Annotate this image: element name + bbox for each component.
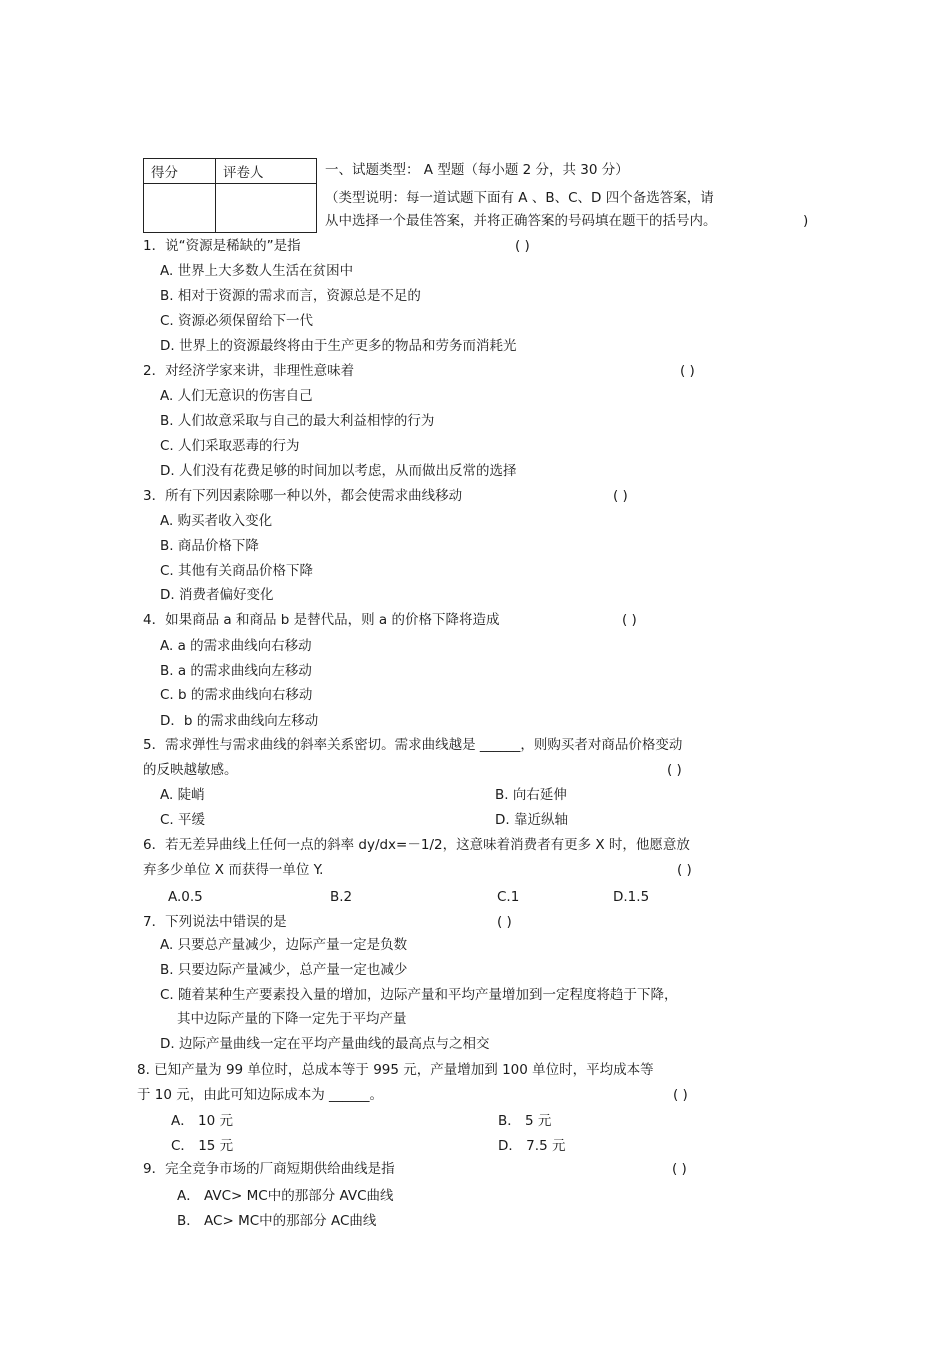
q7-option-a: A. 只要总产量减少，边际产量一定是负数 [160,937,408,953]
q8-stem-line2: 于 10 元，由此可知边际成本为 ______。 [137,1087,384,1103]
q4-option-b: B. a 的需求曲线向左移动 [160,663,312,679]
q2-option-b: B. 人们故意采取与自己的最大利益相悖的行为 [160,413,435,429]
q1-option-c: C. 资源必须保留给下一代 [160,313,314,329]
q2-option-c: C. 人们采取恶毒的行为 [160,438,300,454]
score-table [143,158,317,233]
q5-option-a: A. 陡峭 [160,787,205,803]
q7-stem: 7．下列说法中错误的是 [143,914,287,930]
q6-stem-line2: 弃多少单位 X 而获得一单位 Y. [143,862,324,878]
q8-option-b: B． 5 元 [498,1113,552,1129]
q3-option-d: D. 消费者偏好变化 [160,587,274,603]
q2-option-a: A. 人们无意识的伤害自己 [160,388,313,404]
q7-option-c-line1: C. 随着某种生产要素投入量的增加，边际产量和平均产量增加到一定程度将趋于下降， [160,987,678,1003]
q9-option-b: B． AC> MC中的那部分 AC曲线 [177,1213,377,1229]
q9-answer-paren[interactable]: ( ) [672,1161,687,1177]
q4-answer-paren[interactable]: ( ) [622,612,637,628]
q4-option-a: A. a 的需求曲线向右移动 [160,638,312,654]
q1-stem: 1．说“资源是稀缺的”是指 [143,238,301,254]
q9-stem: 9．完全竞争市场的厂商短期供给曲线是指 [143,1161,395,1177]
q7-option-c-line2: 其中边际产量的下降一定先于平均产量 [177,1011,407,1027]
q2-option-d: D. 人们没有花费足够的时间加以考虑，从而做出反常的选择 [160,463,517,479]
q9-option-a: A． AVC> MC中的那部分 AVC曲线 [177,1188,394,1204]
q6-option-a: A.0.5 [168,889,203,905]
q1-option-a: A. 世界上大多数人生活在贫困中 [160,263,354,279]
grader-header: 评卷人 [216,159,317,184]
q2-answer-paren[interactable]: ( ) [680,363,695,379]
q6-option-d: D.1.5 [613,889,650,905]
section-heading: 一、试题类型： A 型题（每小题 2 分，共 30 分） [325,162,629,178]
section-note-line2: 从中选择一个最佳答案，并将正确答案的号码填在题干的括号内。 [325,213,717,229]
section-note-close: ) [803,213,809,229]
q8-option-a: A． 10 元 [171,1113,233,1129]
q1-answer-paren[interactable]: ( ) [515,238,530,254]
section-note-line1: （类型说明：每一道试题下面有 A 、B、C、D 四个备选答案，请 [325,190,714,206]
q5-answer-paren[interactable]: ( ) [667,762,682,778]
q5-option-b: B. 向右延伸 [495,787,567,803]
q4-option-d: D．b 的需求曲线向左移动 [160,713,319,729]
score-header: 得分 [144,159,216,184]
q6-option-b: B.2 [330,889,353,905]
q1-option-b: B. 相对于资源的需求而言，资源总是不足的 [160,288,421,304]
q5-option-c: C. 平缓 [160,812,206,828]
q4-option-c: C. b 的需求曲线向右移动 [160,687,313,703]
q6-stem-line1: 6．若无差异曲线上任何一点的斜率 dy/dx=－1/2，这意味着消费者有更多 X 时，他愿意放 [143,837,690,853]
q8-option-d: D． 7.5 元 [498,1138,566,1154]
q8-answer-paren[interactable]: ( ) [673,1087,688,1103]
q7-answer-paren[interactable]: ( ) [497,914,512,930]
q8-option-c: C． 15 元 [171,1138,234,1154]
q3-option-c: C. 其他有关商品价格下降 [160,563,314,579]
grader-cell[interactable] [216,184,317,233]
q2-stem: 2．对经济学家来讲，非理性意味着 [143,363,355,379]
q7-option-d: D. 边际产量曲线一定在平均产量曲线的最高点与之相交 [160,1036,490,1052]
score-cell[interactable] [144,184,216,233]
q3-option-a: A. 购买者收入变化 [160,513,273,529]
q3-answer-paren[interactable]: ( ) [613,488,628,504]
q5-option-d: D. 靠近纵轴 [495,812,568,828]
q8-stem-line1: 8. 已知产量为 99 单位时，总成本等于 995 元，产量增加到 100 单位时，平均成本等 [137,1062,654,1078]
q6-answer-paren[interactable]: ( ) [677,862,692,878]
q4-stem: 4．如果商品 a 和商品 b 是替代品，则 a 的价格下降将造成 [143,612,500,628]
q5-stem-line1: 5．需求弹性与需求曲线的斜率关系密切。需求曲线越是 ______，则购买者对商品价格变动 [143,737,683,753]
q1-option-d: D. 世界上的资源最终将由于生产更多的物品和劳务而消耗光 [160,338,517,354]
q3-option-b: B. 商品价格下降 [160,538,259,554]
q6-option-c: C.1 [497,889,520,905]
q7-option-b: B. 只要边际产量减少，总产量一定也减少 [160,962,408,978]
q5-stem-line2: 的反映越敏感。 [143,762,238,778]
q3-stem: 3．所有下列因素除哪一种以外，都会使需求曲线移动 [143,488,463,504]
